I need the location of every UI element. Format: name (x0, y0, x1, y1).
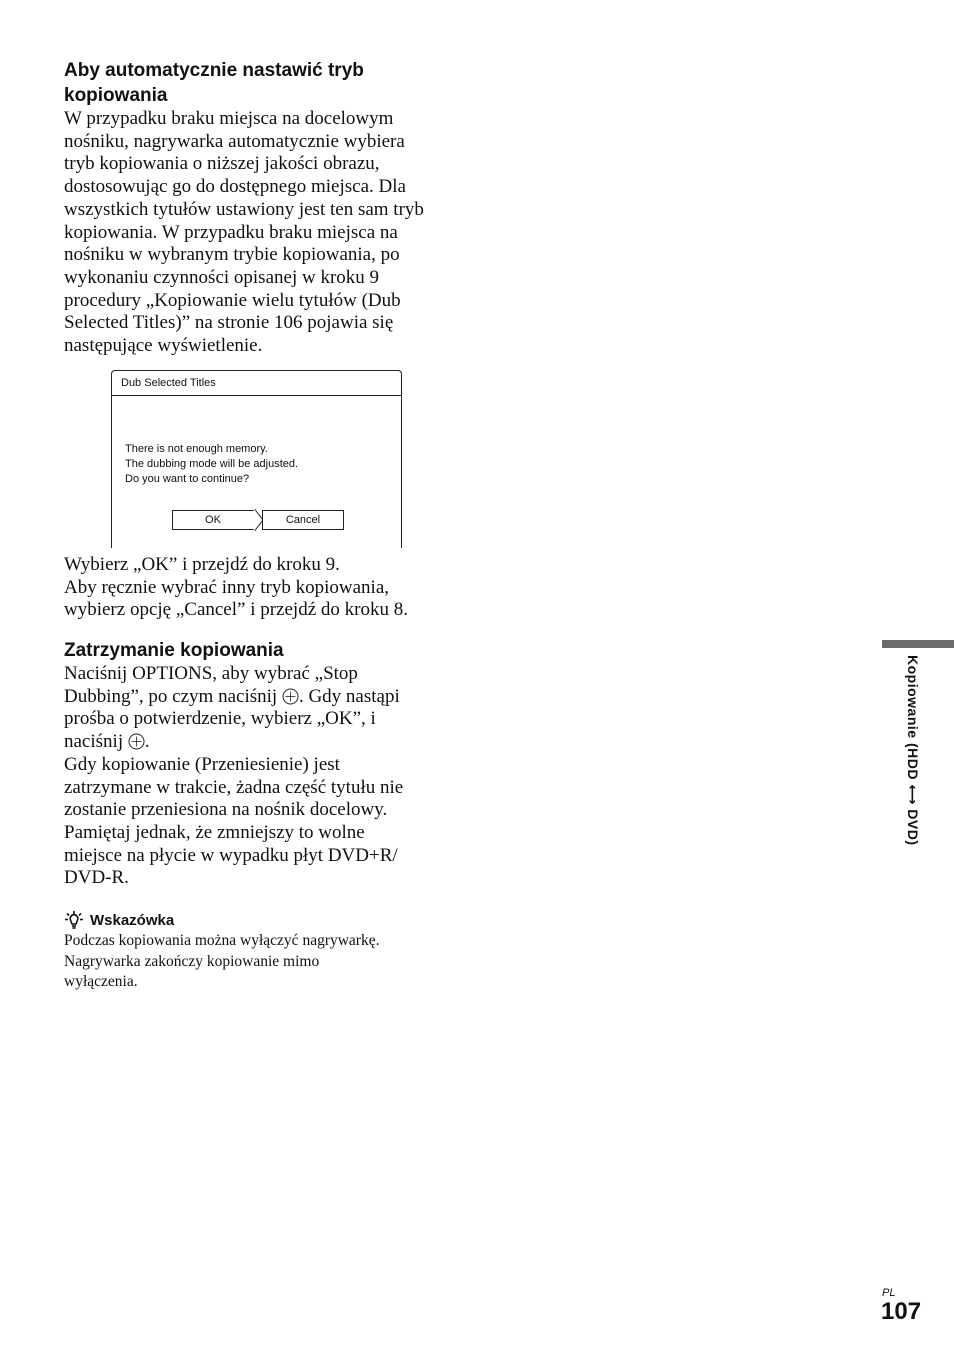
body-line: . (144, 731, 150, 753)
tip-line: Podczas kopiowania można wyłączyć nagrywarkę. (64, 932, 380, 949)
body-line: wykonaniu czynności opisanej w kroku 9 (64, 266, 380, 288)
section-body (64, 108, 459, 358)
body-line: Selected Titles)” na stronie 106 pojawia się (64, 312, 394, 334)
dialog-divider (112, 395, 401, 396)
section-auto-dub-mode (64, 58, 459, 358)
dialog-title: Dub Selected Titles (121, 377, 216, 389)
body-line: Aby ręcznie wybrać inny tryb kopiowania, (64, 576, 390, 598)
body-line: Pamiętaj jednak, że zmniejszy to wolne (64, 821, 365, 843)
section-stop-dubbing (64, 638, 459, 890)
tip-line: wyłączenia. (64, 973, 138, 990)
body-line: kopiowania. W przypadku braku miejsca na (64, 221, 398, 243)
heading-line: kopiowania (64, 85, 168, 106)
tip-heading (64, 910, 174, 930)
after-dialog-text (64, 554, 459, 622)
section-body (64, 663, 459, 890)
body-line: Dubbing”, po czym naciśnij (64, 685, 282, 707)
body-line: procedury „Kopiowanie wielu tytułów (Dub (64, 289, 401, 311)
body-line: . Gdy nastąpi (298, 685, 400, 707)
tip-line: Nagrywarka zakończy kopiowanie mimo (64, 952, 320, 970)
tip-body (64, 931, 464, 993)
section-heading: Zatrzymanie kopiowania (64, 640, 284, 661)
dialog-message-line: Do you want to continue? (125, 473, 250, 485)
body-line: Wybierz „OK” i przejdź do kroku 9. (64, 554, 340, 575)
cancel-button[interactable]: Cancel (262, 510, 344, 530)
body-line: wybierz opcję „Cancel” i przejdź do kroku 8. (64, 599, 408, 621)
body-line: DVD-R. (64, 867, 129, 889)
body-line: wszystkich tytułów ustawiony jest ten sam tryb (64, 198, 424, 220)
body-line: prośba o potwierdzenie, wybierz „OK”, i (64, 708, 376, 730)
body-line: miejsce na płycie w wypadku płyt DVD+R/ (64, 844, 398, 866)
side-tab-label: Kopiowanie (HDD ⟷ DVD) (905, 655, 921, 846)
side-tab-marker (882, 640, 954, 648)
enter-button-icon (128, 733, 145, 750)
body-line: Gdy kopiowanie (Przeniesienie) jest (64, 753, 340, 775)
ok-button[interactable]: OK (172, 510, 254, 530)
heading-line: Aby automatycznie nastawić tryb (64, 60, 364, 81)
enter-button-icon (282, 688, 299, 705)
body-line: W przypadku braku miejsca na docelowym (64, 108, 394, 129)
dub-dialog-illustration (111, 370, 402, 548)
section-heading (64, 58, 459, 108)
body-line: zatrzymane w trakcie, żadna część tytułu nie (64, 776, 404, 798)
dialog-message-line: The dubbing mode will be adjusted. (125, 458, 299, 470)
page-language: PL (882, 1287, 896, 1299)
body-line: naciśnij (64, 731, 128, 753)
body-line: nośniku, nagrywarka automatycznie wybiera (64, 130, 405, 152)
body-line: tryb kopiowania o niższej jakości obrazu, (64, 153, 380, 175)
tip-title: Wskazówka (90, 911, 175, 929)
body-line: następujące wyświetlenie. (64, 335, 263, 357)
body-line: dostosowując go do dostępnego miejsca. Dla (64, 176, 406, 198)
body-line: Naciśnij OPTIONS, aby wybrać „Stop (64, 663, 358, 684)
dialog-message (125, 442, 298, 487)
body-line: nośniku w wybranym trybie kopiowania, po (64, 244, 400, 266)
dialog-message-line: There is not enough memory. (125, 443, 268, 455)
body-line: zostanie przeniesiona na nośnik docelowy. (64, 799, 388, 821)
lightbulb-icon (64, 910, 84, 930)
page-number: 107 (881, 1298, 922, 1325)
